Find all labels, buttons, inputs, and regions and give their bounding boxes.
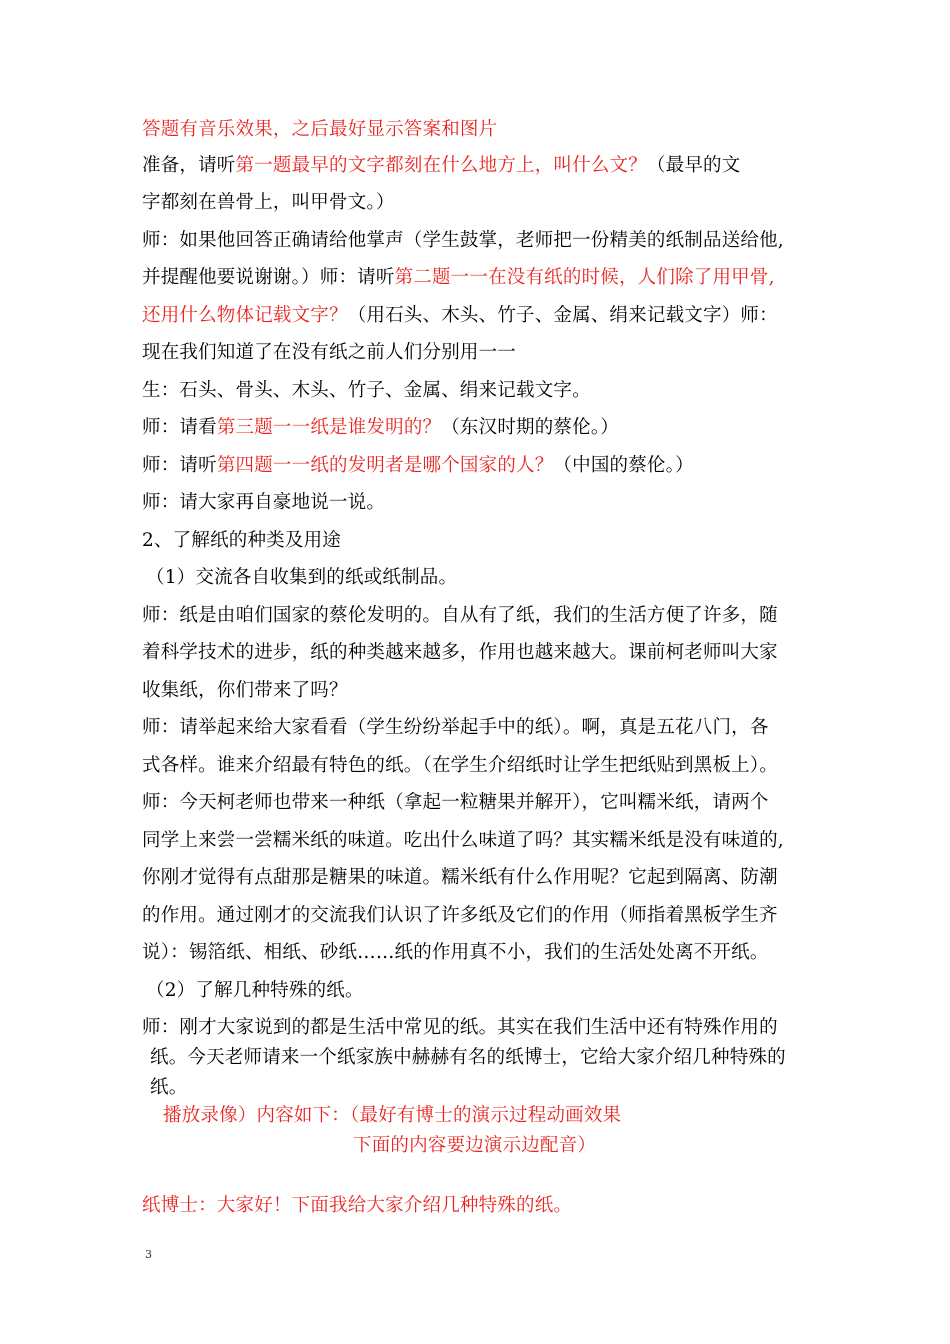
question-four-line (142, 454, 694, 478)
paper-doctor-greeting: 纸博士：大家好！下面我给大家介绍几种特殊的纸。 (142, 1195, 573, 1216)
answer-one-text: （最早的文 (646, 155, 741, 176)
video-note: 播放录像）内容如下：（最好有博士的演示过程动画效果 (163, 1105, 622, 1126)
subsection-heading: （2）了解几种特殊的纸。 (146, 980, 364, 1001)
paragraph-line: 师：如果他回答正确请给他掌声（学生鼓掌，老师把一份精美的纸制品送给他, (142, 230, 784, 251)
paragraph-line: 师：请举起来给大家看看（学生纷纷举起手中的纸）。啊，真是五花八门，各 (142, 717, 769, 738)
paragraph-line: 字都刻在兽骨上，叫甲骨文。） (142, 192, 395, 213)
question-two-line (142, 266, 775, 290)
answer-two-text: （用石头、木头、竹子、金属、绢来记载文字）师： (347, 305, 778, 326)
text-segment: 并提醒他要说谢谢。）师：请听 (142, 267, 395, 288)
paragraph-line: 纸。 (150, 1077, 188, 1098)
paragraph-line: 同学上来尝一尝糯米纸的味道。吃出什么味道了吗？其实糯米纸是没有味道的, (142, 830, 784, 851)
question-two-continued (142, 304, 778, 328)
answer-four-text: （中国的蔡伦。） (553, 455, 694, 476)
question-two-text-end: 还用什么物体记载文字？ (142, 305, 348, 326)
paragraph-line: 说）：锡箔纸、相纸、砂纸……纸的作用真不小，我们的生活处处离不开纸。 (142, 942, 769, 963)
paragraph-line: 师：刚才大家说到的都是生活中常见的纸。其实在我们生活中还有特殊作用的 (142, 1017, 778, 1038)
question-three-text: 第三题一一纸是谁发明的？ (216, 417, 442, 438)
question-three-line (142, 416, 619, 440)
instruction-note: 答题有音乐效果，之后最好显示答案和图片 (142, 119, 498, 140)
paragraph-line: 师：纸是由咱们国家的蔡伦发明的。自从有了纸，我们的生活方便了许多，随 (142, 605, 778, 626)
section-heading: 2、了解纸的种类及用途 (142, 530, 341, 551)
paragraph-line: 师：今天柯老师也带来一种纸（拿起一粒糖果并解开），它叫糯米纸，请两个 (142, 792, 769, 813)
subsection-heading: （1）交流各自收集到的纸或纸制品。 (146, 567, 458, 588)
paragraph-line: 生：石头、骨头、木头、竹子、金属、绢来记载文字。 (142, 380, 591, 401)
question-two-text: 第二题一一在没有纸的时候，人们除了用甲骨, (394, 267, 775, 288)
video-note-continued: 下面的内容要边演示边配音） (353, 1135, 597, 1156)
text-segment: 师：请听 (142, 455, 217, 476)
paragraph-line: 纸。今天老师请来一个纸家族中赫赫有名的纸博士，它给大家介绍几种特殊的 (150, 1047, 786, 1068)
question-four-text: 第四题一一纸的发明者是哪个国家的人？ (216, 455, 554, 476)
paragraph-line: 着科学技术的进步，纸的种类越来越多，作用也越来越大。课前柯老师叫大家 (142, 642, 778, 663)
text-segment: 师：请看 (142, 417, 217, 438)
paragraph-line: 的作用。通过刚才的交流我们认识了许多纸及它们的作用（师指着黑板学生齐 (142, 905, 778, 926)
text-segment: 准备，请听 (142, 155, 236, 176)
question-one-text: 第一题最早的文字都刻在什么地方上，叫什么文？ (235, 155, 647, 176)
paragraph-line: 你刚才觉得有点甜那是糖果的味道。糯米纸有什么作用呢？它起到隔离、防潮 (142, 867, 778, 888)
answer-three-text: （东汉时期的蔡伦。） (441, 417, 619, 438)
paragraph-line: 式各样。谁来介绍最有特色的纸。（在学生介绍纸时让学生把纸贴到黑板上）。 (142, 755, 779, 776)
question-one-line (142, 154, 740, 178)
paragraph-line: 收集纸，你们带来了吗？ (142, 680, 348, 701)
paragraph-line: 师：请大家再自豪地说一说。 (142, 492, 386, 513)
page-number: 3 (145, 1248, 152, 1261)
paragraph-line: 现在我们知道了在没有纸之前人们分别用一一 (142, 342, 517, 363)
